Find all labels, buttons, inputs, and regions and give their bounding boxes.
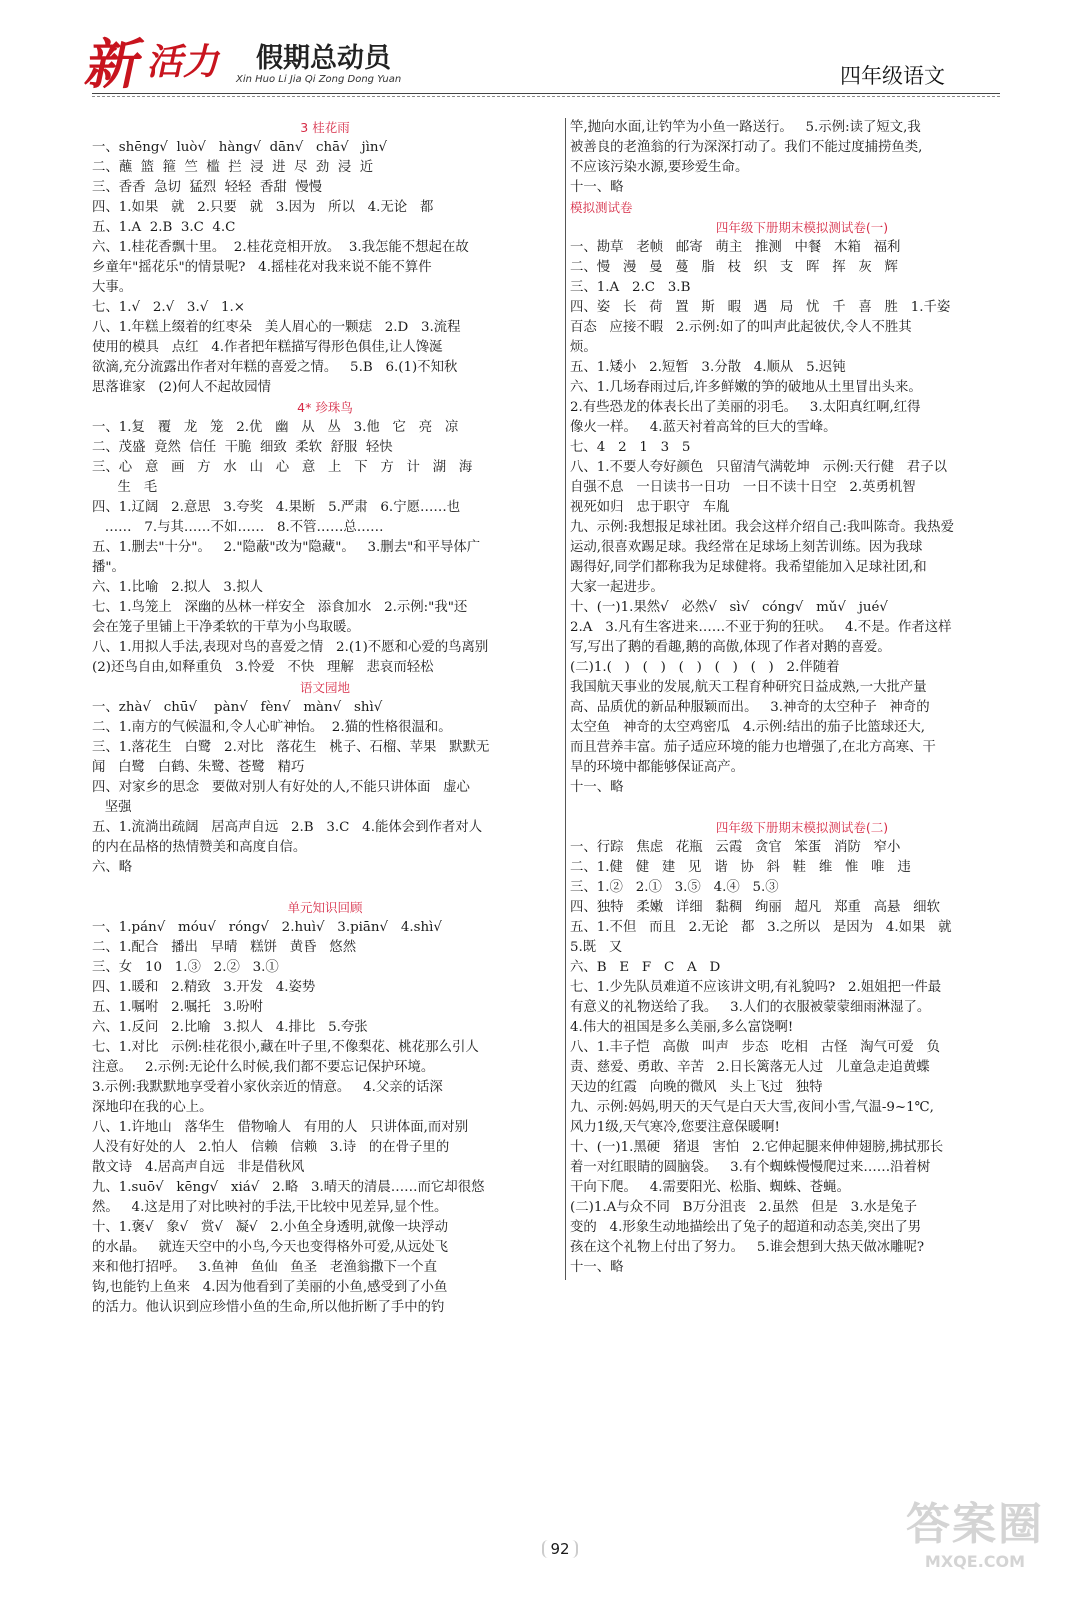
answer-line: 来和他打招呼。 3.鱼神 鱼仙 鱼圣 老渔翁撒下一个直 [92,1260,438,1275]
logo-pinyin: Xin Huo Li Jia Qi Zong Dong Yuan [236,74,402,85]
answer-line: 4.伟大的祖国是多么美丽,多么富饶啊! [570,1020,794,1035]
answer-line: 深地印在我的心上。 [92,1100,213,1115]
answer-line: 四、1.辽阔 2.意思 3.夸奖 4.果断 5.严肃 6.宁愿……也 [92,500,461,515]
answer-line: 二、1.配合 播出 早晴 糕饼 黄昏 悠然 [92,940,357,955]
answer-line: 孩在这个礼物上付出了努力。 5.谁会想到大热天做冰雕呢? [570,1240,925,1255]
answer-line: 六、略 [92,860,133,875]
watermark-logo [890,1488,1060,1588]
answer-line: 九、示例:妈妈,明天的天气是白天大雪,夜间小雪,气温-9~1℃, [570,1100,934,1115]
answer-line: 风力1级,天气寒冷,您要注意保暖啊! [570,1120,780,1135]
answer-line: 自强不息 一日读书一日功 一日不读十日空 2.英勇机智 [570,480,916,495]
answer-line: 踢得好,同学们都称我为足球健将。我希望能加入足球社团,和 [570,560,927,575]
answer-line: 天边的红霞 向晚的微风 头上飞过 独特 [570,1080,823,1095]
spacer [92,878,558,898]
answer-line: 的内在品格的热情赞美和高度自信。 [92,840,307,855]
answer-line: 七、1.对比 示例:桂花很小,藏在叶子里,不像梨花、桃花那么引人 [92,1040,479,1055]
answer-line: 一、shēng√ luò√ hàng√ dān√ chā√ jìn√ [92,140,388,155]
section-title: 语文园地 [299,680,350,695]
answer-line: 四、1.暖和 2.精致 3.开发 4.姿势 [92,980,316,995]
answer-line: 二、1.南方的气候温和,令人心旷神怡。 2.猫的性格很温和。 [92,720,452,735]
header-rule-dashed [92,96,1000,97]
answer-line: 八、1.不要人夸好颜色 只留清气满乾坤 示例:天行健 君子以 [570,460,947,475]
answer-line: 六、1.桂花香飘十里。 2.桂花竞相开放。 3.我怎能不想起在故 [92,240,469,255]
answer-line: 七、4 2 1 3 5 [570,440,691,455]
answer-line: 一、行踪 焦虑 花瓶 云霞 贪官 笨蛋 消防 窄小 [570,840,901,855]
answer-line: 闻 白鹭 白鹤、朱鹭、苍鹭 精巧 [92,760,305,775]
answer-line: 视死如归 忠于职守 车胤 [570,500,730,515]
answer-line: 散文诗 4.居高声自远 非是借秋风 [92,1160,305,1175]
answer-line: 大家一起进步。 [570,580,664,595]
answer-line: 七、1.鸟笼上 深幽的丛林一样安全 添食加水 2.示例:"我"还 [92,600,468,615]
answer-line: 坚强 [92,800,132,815]
answer-line: 太空鱼 神奇的太空鸡密瓜 4.示例:结出的茄子比篮球还大, [570,720,926,735]
answer-line: 五、1.流淌出疏阔 居高声自远 2.B 3.C 4.能体会到作者对人 [92,820,483,835]
answer-line: 烦。 [570,340,597,355]
spacer [570,798,1034,818]
answer-line: 一、1.pán√ móu√ róng√ 2.huì√ 3.piān√ 4.shì√ [92,920,442,935]
answer-line: 2.有些恐龙的体表长出了美丽的羽毛。 3.太阳真红啊,红得 [570,400,921,415]
answer-line: 生 毛 [92,480,158,495]
answer-line: 六、1.几场春雨过后,许多鲜嫩的笋的破地从土里冒出头来。 [570,380,922,395]
section-title: 单元知识回顾 [287,900,363,915]
answer-line: 十、1.褒√ 象√ 赏√ 凝√ 2.小鱼全身透明,就像一块浮动 [92,1220,449,1235]
answer-line: 二、茂盛 竟然 信任 干脆 细致 柔软 舒服 轻快 [92,440,393,455]
logo-title: 假期总动员 [256,43,391,74]
answer-line: 四、1.如果 就 2.只要 就 3.因为 所以 4.无论 都 [92,200,434,215]
answer-line: 四、独特 柔嫩 详细 黏稠 绚丽 超凡 郑重 高悬 细软 [570,900,940,915]
answer-line: 八、1.丰子恺 高傲 叫声 步态 吃相 古怪 淘气可爱 负 [570,1040,940,1055]
section-title: 3 桂花雨 [300,120,350,135]
left-answer-column [92,118,558,1318]
logo-xin: 新 [80,33,144,96]
answer-line: 二、慢 漫 曼 蔓 脂 枝 织 支 晖 挥 灰 辉 [570,260,898,275]
section-title: 四年级下册期末模拟测试卷(二) [715,820,889,835]
answer-line: 干向下爬。 4.需要阳光、松脂、蜘蛛、苍蝇。 [570,1180,850,1195]
answer-line: 写,写出了鹅的看趣,鹅的高傲,体现了作者对鹅的喜爱。 [570,640,891,655]
header-rule [92,93,1000,94]
answer-line: 九、示例:我想报足球社团。我会这样介绍自己:我叫陈奇。我热爱 [570,520,954,535]
answer-line: 高、品质优的新品种服颖而出。 3.神奇的太空种子 神奇的 [570,700,930,715]
answer-line: 六、1.反问 2.比喻 3.拟人 4.排比 5.夸张 [92,1020,368,1035]
section-label: 模拟测试卷 [570,200,633,215]
answer-line: 五、1.删去"十分"。 2."隐蔽"改为"隐藏"。 3.删去"和平导体广 [92,540,481,555]
right-answer-column [570,118,1034,1278]
grade-subject-title: 四年级语文 [840,64,945,88]
answer-line: 大事。 [92,280,133,295]
section-title: 四年级下册期末模拟测试卷(一) [715,220,889,235]
answer-line: 注意。 2.示例:无论什么时候,我们都不要忘记保护环境。 [92,1060,435,1075]
answer-line: 变的 4.形象生动地描绘出了兔子的超道和动态美,突出了男 [570,1220,922,1235]
answer-line: 我国航天事业的发展,航天工程育种研究日益成熟,一大批产量 [570,680,927,695]
answer-line: 一、勘草 老帧 邮寄 萌主 推测 中餐 木箱 福利 [570,240,901,255]
answer-line: 一、1.复 覆 龙 笼 2.优 幽 从 丛 3.他 它 亮 凉 [92,420,459,435]
answer-line: 三、心 意 画 方 水 山 心 意 上 下 方 计 湖 海 [92,460,473,475]
answer-line: 乡童年"摇花乐"的情景呢? 4.摇桂花对我来说不能不算件 [92,260,432,275]
answer-line: 七、1.√ 2.√ 3.√ 1.× [92,300,246,315]
answer-line: 3.示例:我默默地享受着小家伙亲近的情意。 4.父亲的话深 [92,1080,443,1095]
answer-line: 四、对家乡的思念 要做对别人有好处的人,不能只讲体面 虚心 [92,780,470,795]
section-title: 4* 珍珠鸟 [297,400,353,415]
page-number-text: 92 [542,1540,577,1558]
answer-line: 四、姿 长 荷 置 斯 暇 遇 局 忧 千 喜 胜 1.千姿 [570,300,951,315]
answer-line: 而且营养丰富。茄子适应环境的能力也增强了,在北方高寒、干 [570,740,936,755]
answer-line: 钩,也能钓上鱼来 4.因为他看到了美丽的小鱼,感受到了小鱼 [92,1280,448,1295]
answer-line: 八、1.用拟人手法,表现对鸟的喜爱之情 2.(1)不愿和心爱的鸟离别 [92,640,489,655]
answer-line: 三、香香 急切 猛烈 轻轻 香甜 慢慢 [92,180,323,195]
answer-line: 三、女 10 1.③ 2.② 3.① [92,960,279,975]
answer-line: 五、1.矮小 2.短暂 3.分散 4.顺从 5.迟钝 [570,360,846,375]
answer-line: 欲滴,充分流露出作者对年糕的喜爱之情。 5.B 6.(1)不知秋 [92,360,458,375]
answer-line: 旱的环境中都能够保证高产。 [570,760,745,775]
answer-line: 播"。 [92,560,125,575]
answer-line: 有意义的礼物送给了我。 3.人们的衣服被蒙蒙细雨淋湿了。 [570,1000,931,1015]
answer-line: 九、1.suō√ kēng√ xiá√ 2.略 3.晴天的清晨……而它却很悠 [92,1180,485,1195]
answer-line: 六、1.比喻 2.拟人 3.拟人 [92,580,263,595]
answer-line: 人没有好处的人 2.怕人 信赖 信赖 3.诗 的在骨子里的 [92,1140,450,1155]
column-divider [565,118,566,1280]
page-header [0,0,1087,100]
answer-line: 一、zhà√ chū√ pàn√ fèn√ màn√ shì√ [92,700,383,715]
answer-line: 被善良的老渔翁的行为深深打动了。我们不能过度捕捞鱼类, [570,140,923,155]
answer-line: 十、(一)1.果然√ 必然√ sì√ cóng√ mǔ√ jué√ [570,600,888,615]
answer-line: 六、B E F C A D [570,960,721,975]
answer-line: 三、1.② 2.① 3.⑤ 4.④ 5.③ [570,880,779,895]
answer-line: 责、慈爱、勇敢、辛苦 2.日长篱落无人过 儿童急走追黄蝶 [570,1060,930,1075]
answer-line: 十一、略 [570,180,624,195]
answer-line: 不应该污染水源,要珍爱生命。 [570,160,749,175]
answer-line: 五、1.A 2.B 3.C 4.C [92,220,236,235]
answer-line: 会在笼子里铺上干净柔软的干草为小鸟取暖。 [92,620,360,635]
answer-line: (2)还鸟自由,如释重负 3.怜爱 不快 理解 悲哀而轻松 [92,660,434,675]
watermark-url: MXQE.COM [924,1552,1026,1571]
watermark-text: 答案圈 [906,1499,1044,1550]
logo-huoli: 活力 [145,42,226,83]
answer-line: (二)1.A与众不同 B万分沮丧 2.虽然 但是 3.水是兔子 [570,1200,918,1215]
answer-line: 八、1.许地山 落华生 借物喻人 有用的人 只讲体面,而对别 [92,1120,469,1135]
answer-line: 然。 4.这是用了对比映衬的手法,干比较中见差异,显个性。 [92,1200,448,1215]
page-number [520,1540,600,1558]
answer-line: 使用的模具 点红 4.作者把年糕描写得形色俱佳,让人馋涎 [92,340,443,355]
answer-line: …… 7.与其……不如…… 8.不管……总…… [92,520,384,535]
answer-line: 十一、略 [570,780,624,795]
answer-line: 像火一样。 4.蓝天衬着高耸的巨大的雪峰。 [570,420,837,435]
answer-line: 的水晶。 就连天空中的小鸟,今天也变得格外可爱,从远处飞 [92,1240,449,1255]
answer-line: 着一对红眼睛的圆脑袋。 3.有个蜘蛛慢慢爬过来……沿着树 [570,1160,931,1175]
answer-line: 思落谁家 (2)何人不起故园情 [92,380,272,395]
answer-line: 三、1.落花生 白鹭 2.对比 落花生 桃子、石榴、苹果 默默无 [92,740,490,755]
answer-line: 五、1.不但 而且 2.无论 都 3.之所以 是因为 4.如果 就 [570,920,952,935]
answer-line: 二、蘸 篮 箍 竺 槛 拦 浸 进 尽 劲 浸 近 [92,160,374,175]
answer-line: 运动,很喜欢踢足球。我经常在足球场上刻苦训练。因为我球 [570,540,923,555]
answer-line: (二)1.( ) ( ) ( ) ( ) ( ) 2.伴随着 [570,660,840,675]
answer-line: 的活力。他认识到应珍惜小鱼的生命,所以他折断了手中的钓 [92,1300,445,1315]
answer-line: 5.既 又 [570,940,623,955]
answer-line: 十一、略 [570,1260,624,1275]
answer-line: 七、1.少先队员难道不应该讲文明,有礼貌吗? 2.姐姐把一件最 [570,980,942,995]
answer-line: 竿,抛向水面,让钓竿为小鱼一路送行。 5.示例:读了短文,我 [570,120,921,135]
answer-line: 八、1.年糕上缀着的红枣朵 美人眉心的一颗痣 2.D 3.流程 [92,320,461,335]
answer-line: 百态 应接不暇 2.示例:如了的叫声此起彼伏,令人不胜其 [570,320,912,335]
answer-line: 二、1.健 健 建 见 谐 协 斜 鞋 维 惟 唯 违 [570,860,911,875]
answer-line: 三、1.A 2.C 3.B [570,280,691,295]
answer-line: 十、(一)1.黑硬 猪退 害怕 2.它伸起腿来伸伸翅膀,拂拭那长 [570,1140,944,1155]
answer-line: 五、1.嘱咐 2.嘱托 3.吩咐 [92,1000,263,1015]
answer-line: 2.A 3.凡有生客进来……不亚于狗的狂吠。 4.不是。作者这样 [570,620,952,635]
